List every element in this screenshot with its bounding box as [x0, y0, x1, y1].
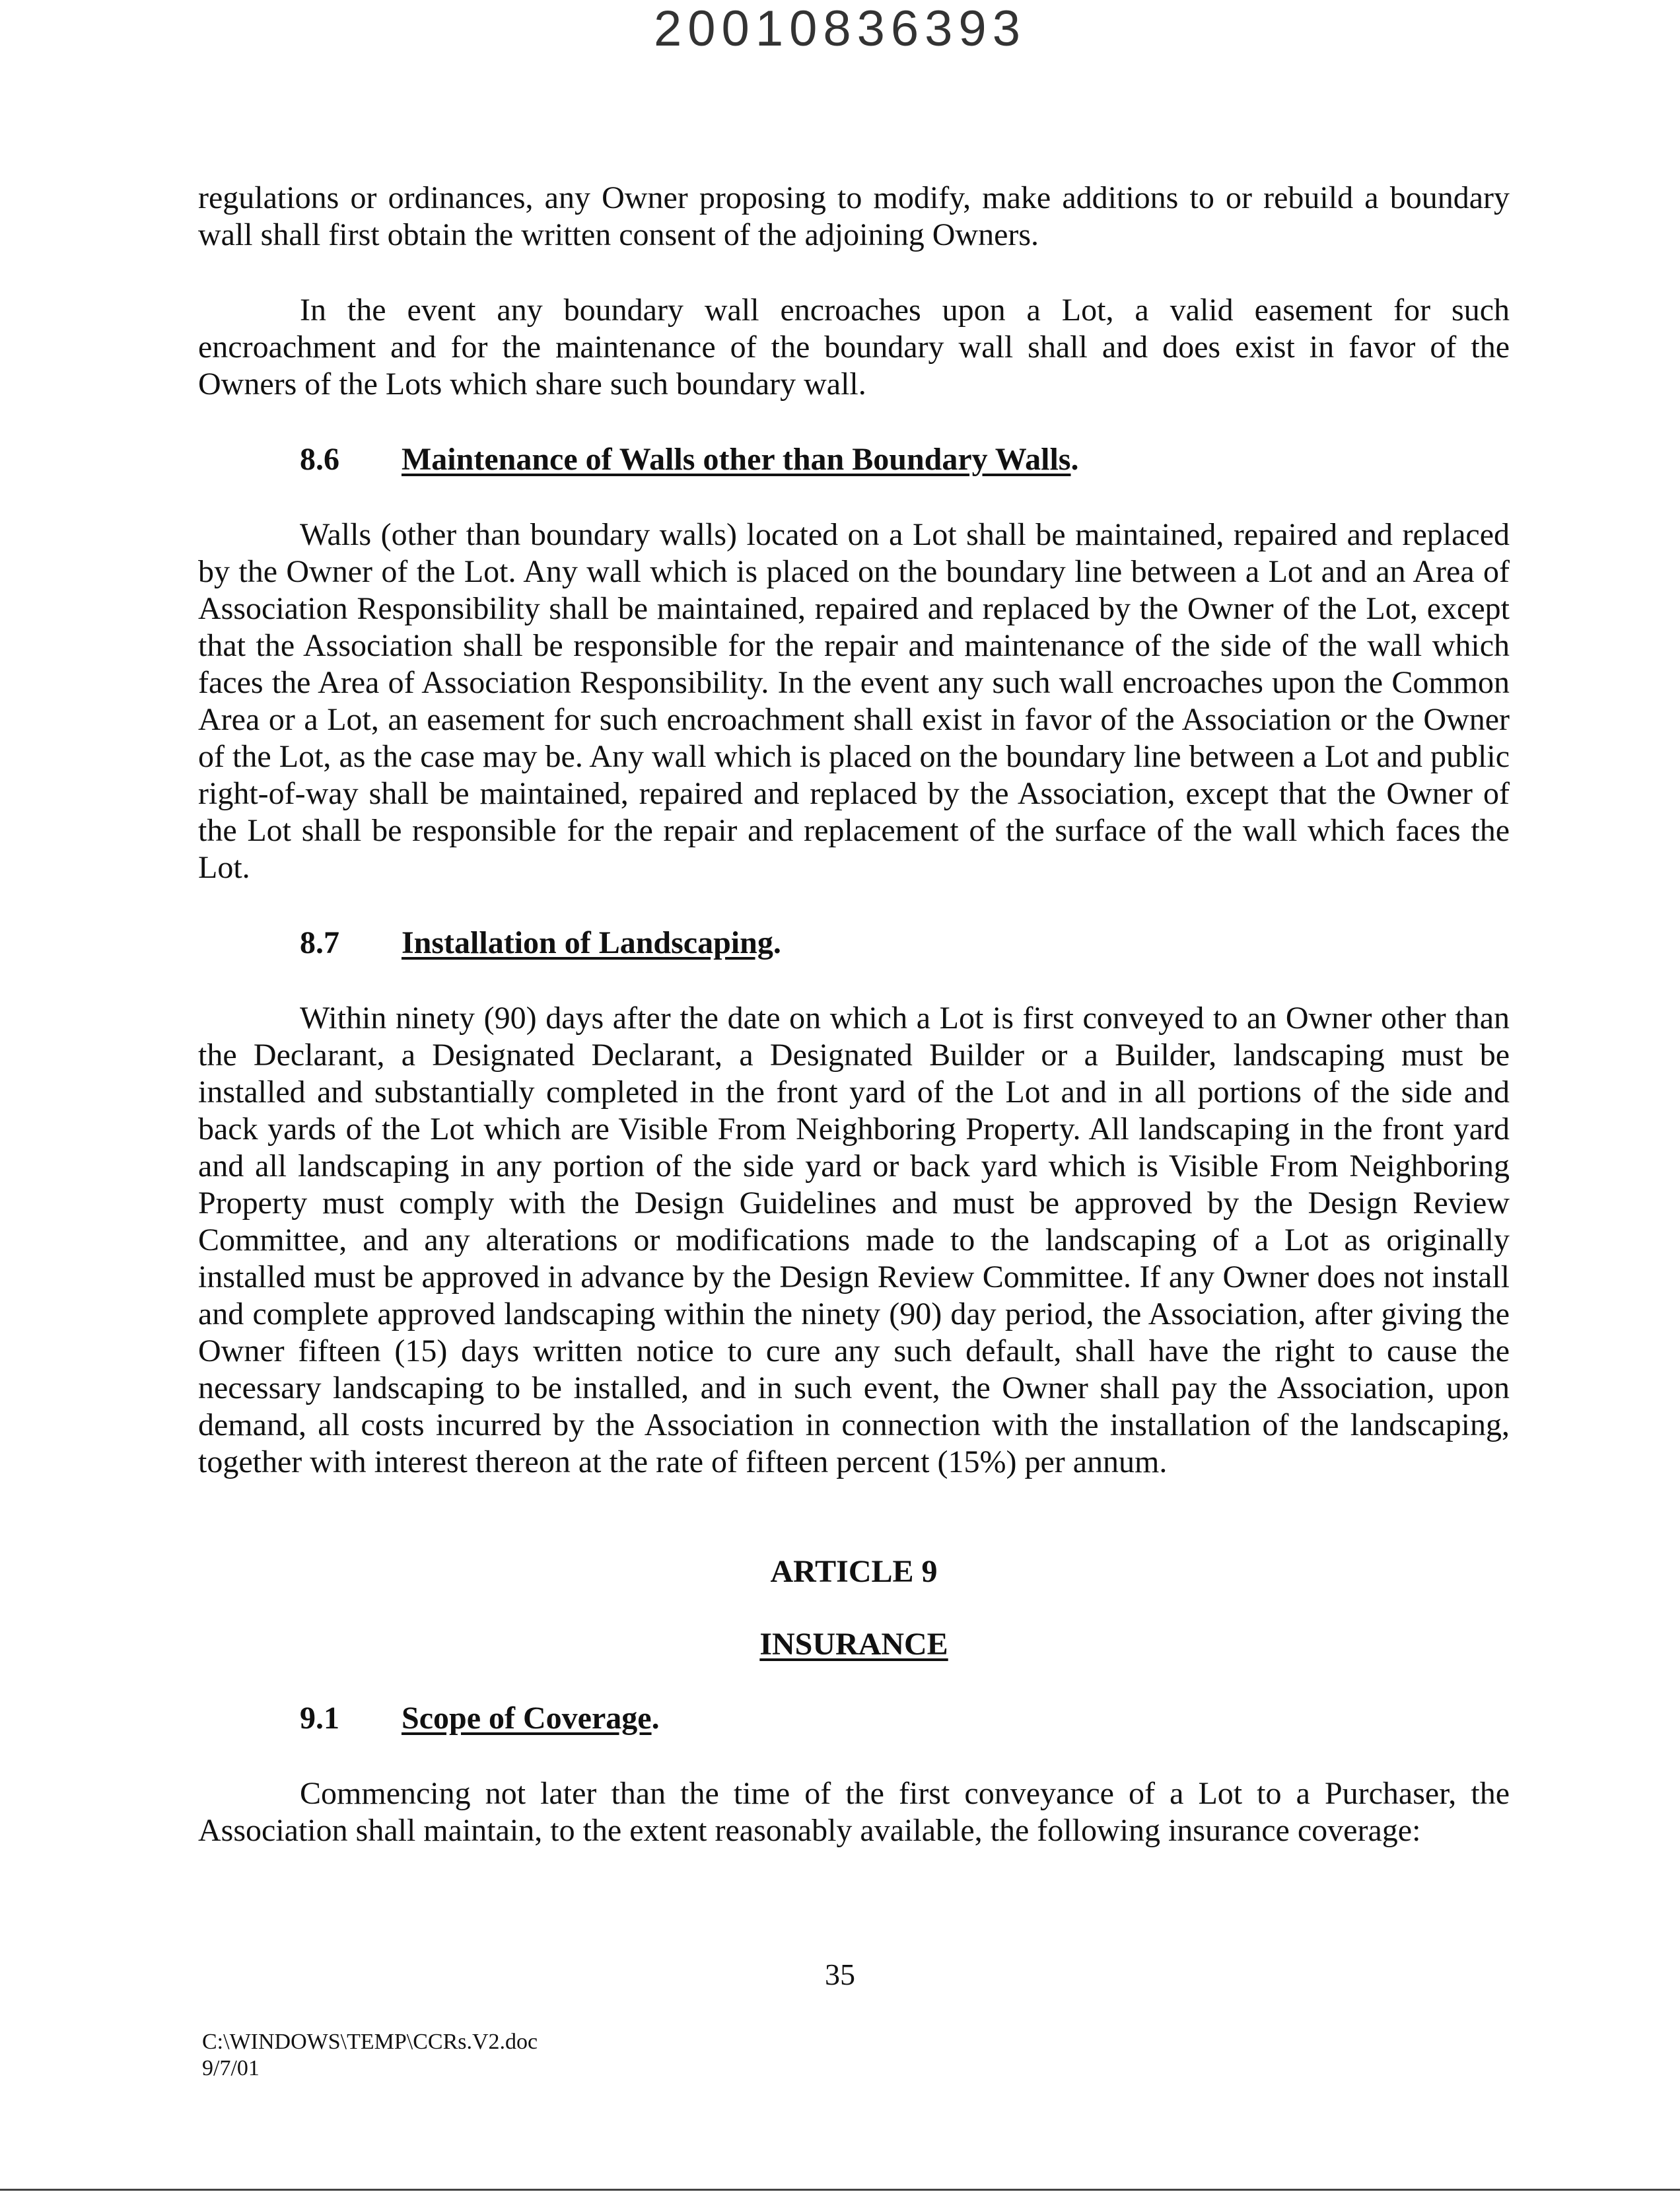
- section-title: Installation of Landscaping: [402, 925, 773, 960]
- paragraph-walls-maintenance: Walls (other than boundary walls) located on a Lot shall be maintained, repaired and replaced by the Owner of the Lot. Any wall which is placed on the boundary line between a Lot and an Area of Association Responsibility shall be maintained, repaired and replaced by the Owner of the Lot, except that the Association shall be responsible for the repair and maintenance of the side of the wall which faces the Area of Association Responsibility. In the event any such wall encroaches upon the Common Area or a Lot, an easement for such encroachment shall exist in favor of the Association or the Owner of the Lot, as the case may be. Any wall which is placed on the boundary line between a Lot and public right-of-way shall be maintained, repaired and replaced by the Association, except that the Owner of the Lot shall be responsible for the repair and replacement of the surface of the wall which faces the Lot.: [198, 517, 1510, 885]
- paragraph-boundary-wall-easement: In the event any boundary wall encroaches upon a Lot, a valid easement for such encroachment and for the maintenance of the boundary wall shall and does exist in favor of the Owners of the Lots which share such boundary wall.: [198, 293, 1510, 402]
- section-heading-8-6: [198, 441, 1510, 478]
- article-title: INSURANCE: [759, 1627, 948, 1662]
- section-number: 8.6: [300, 442, 339, 477]
- page-number: 35: [825, 1958, 855, 1991]
- section-title-period: .: [773, 925, 781, 960]
- section-title-wrap: [402, 925, 781, 962]
- section-title-period: .: [1070, 442, 1079, 477]
- section-title-period: .: [651, 1701, 660, 1736]
- section-heading-9-1: [198, 1700, 1510, 1737]
- paragraph-landscaping: Within ninety (90) days after the date on which a Lot is first conveyed to an Owner other than the Declarant, a Designated Declarant, a Designated Builder or a Builder, landscaping must be installed and substantially completed in the front yard of the Lot and in all portions of the side and back yards of the Lot which are Visible From Neighboring Property. All landscaping in the front yard and all landscaping in any portion of the side yard or back yard which is Visible From Neighboring Property must comply with the Design Guidelines and must be approved by the Design Review Committee, and any alterations or modifications made to the landscaping of a Lot as originally installed must be approved in advance by the Design Review Committee. If any Owner does not install and complete approved landscaping within the ninety (90) day period, the Association, after giving the Owner fifteen (15) days written notice to cure any such default, shall have the right to cause the necessary landscaping to be installed, and in such event, the Owner shall pay the Association, upon demand, all costs incurred by the Association in connection with the installation of the landscaping, together with interest thereon at the rate of fifteen percent (15%) per annum.: [198, 1001, 1510, 1479]
- section-number: 8.7: [300, 925, 339, 960]
- section-number: 9.1: [300, 1701, 339, 1736]
- paragraph-insurance-coverage: Commencing not later than the time of the first conveyance of a Lot to a Purchaser, the Association shall maintain, to the extent reasonably available, the following insurance coverage:: [198, 1776, 1510, 1848]
- paragraph-boundary-wall-consent: regulations or ordinances, any Owner proposing to modify, make additions to or rebuild a boundary wall shall first obtain the written consent of the adjoining Owners.: [198, 180, 1510, 252]
- recording-number: 20010836393: [654, 1, 1026, 57]
- footer-file-path: C:\WINDOWS\TEMP\CCRs.V2.doc: [202, 2030, 538, 2054]
- section-heading-8-7: [198, 925, 1510, 962]
- document-body: [198, 180, 1510, 1888]
- article-number: ARTICLE 9: [770, 1554, 938, 1589]
- footer-date: 9/7/01: [202, 2056, 260, 2080]
- scan-bottom-edge: [0, 2189, 1680, 2191]
- section-title-wrap: [402, 441, 1078, 478]
- section-title: Scope of Coverage: [402, 1701, 652, 1736]
- file-footer: [202, 2029, 538, 2082]
- section-title: Maintenance of Walls other than Boundary Walls: [402, 442, 1071, 477]
- section-title-wrap: [402, 1700, 660, 1737]
